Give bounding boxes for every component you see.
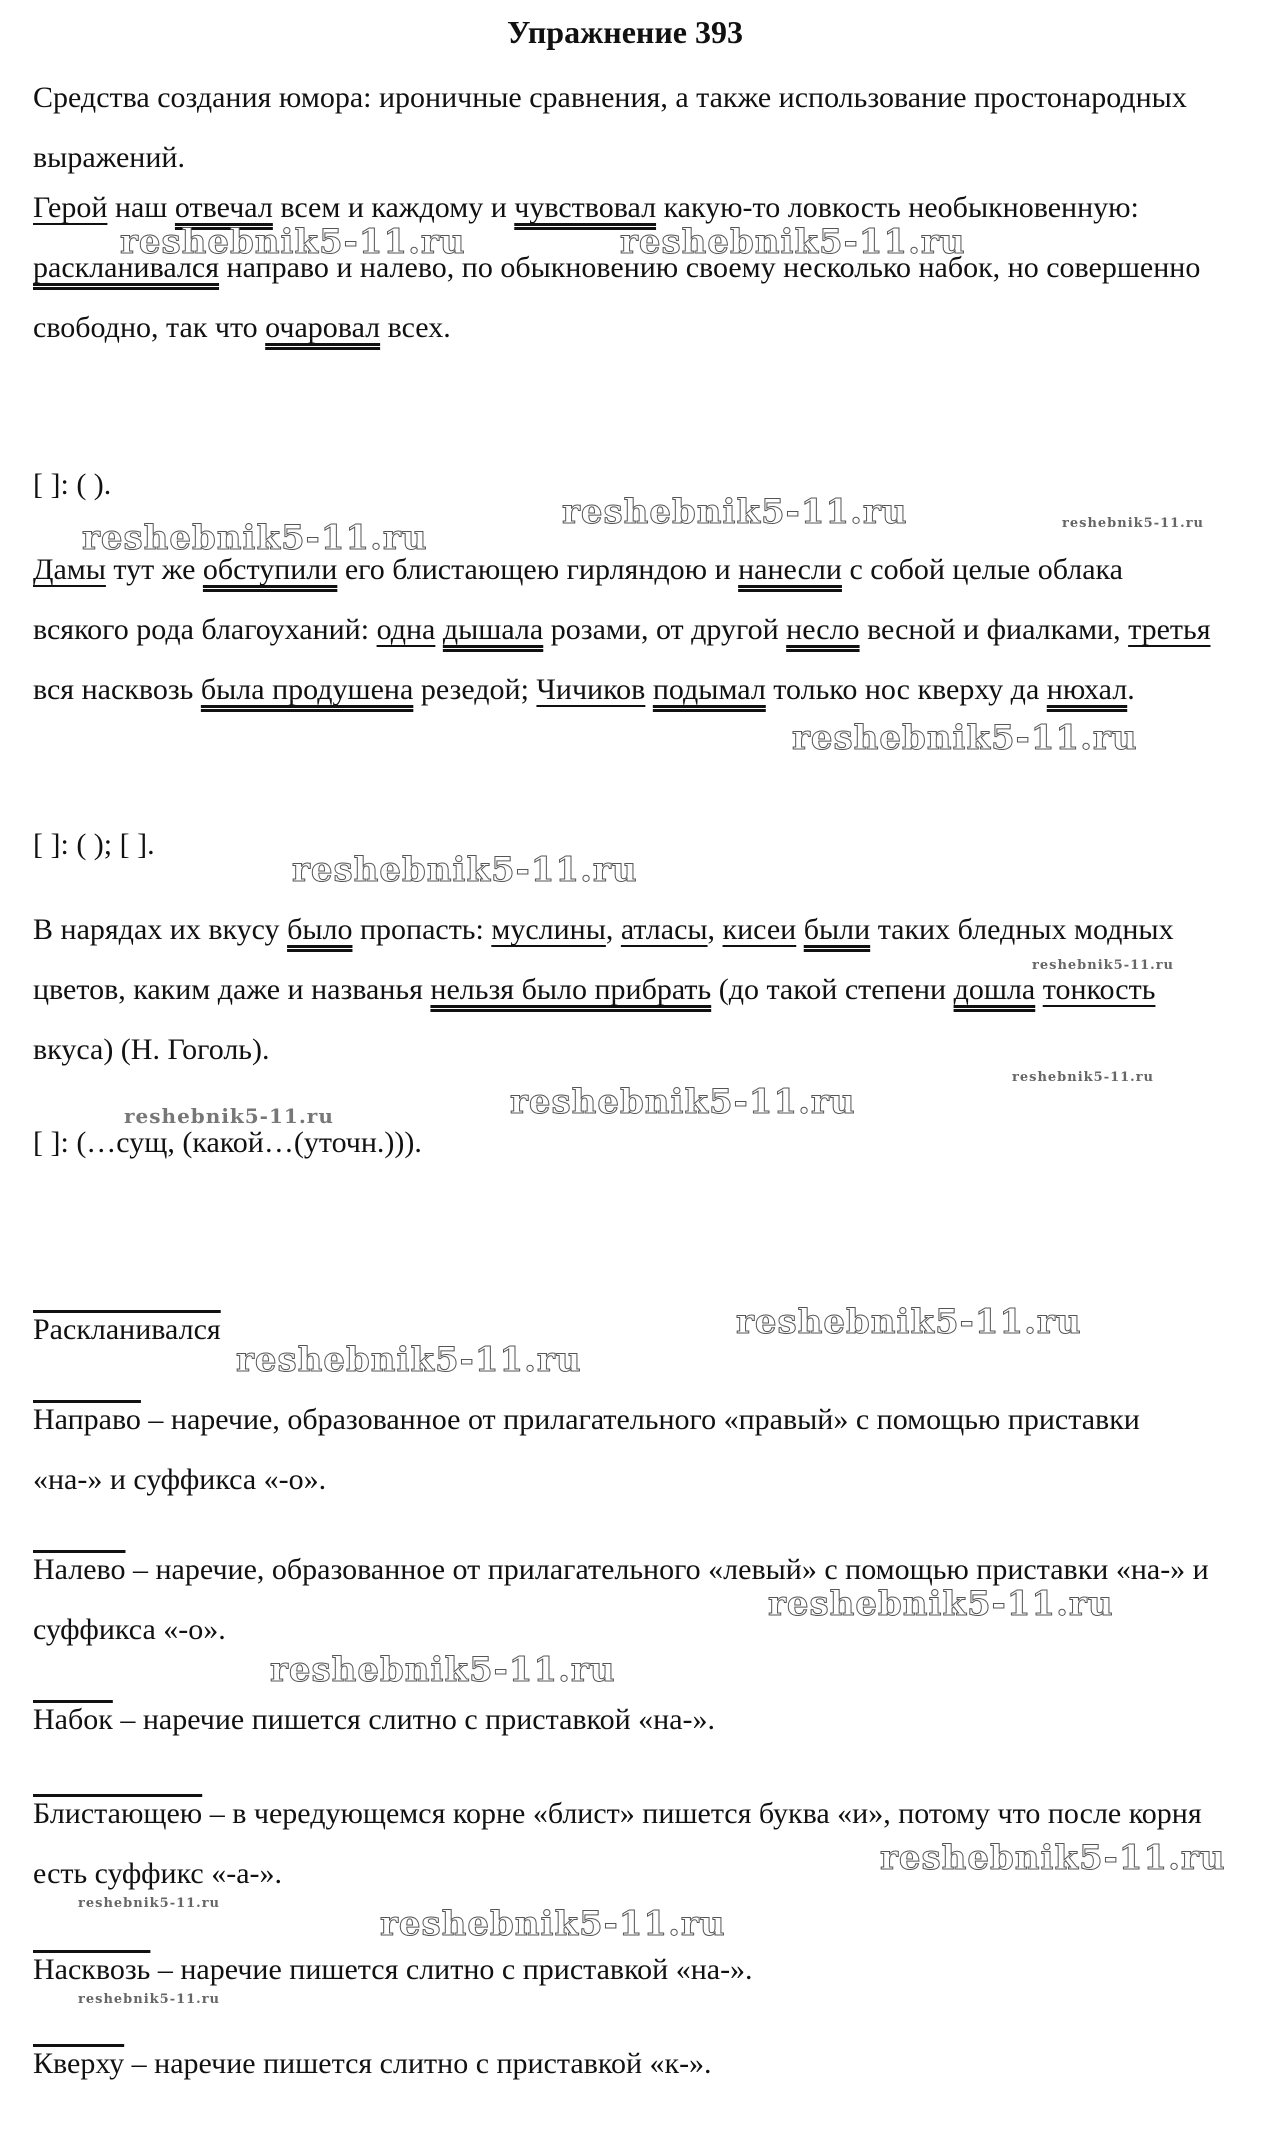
predicate: раскланивался — [33, 251, 220, 284]
watermark: reshebnik5-11.ru — [562, 492, 908, 532]
predicate: очаровал — [265, 311, 381, 344]
morph-nabok: Набок – наречие пишется слитно с приставкой «на-». — [33, 1703, 716, 1736]
predicate: отвечал — [174, 191, 273, 224]
watermark: reshebnik5-11.ru — [510, 1082, 856, 1122]
watermark: reshebnik5-11.ru — [78, 1896, 221, 1911]
sentence-2: Дамы тут же обступили его блистающею гирляндою и нанесли с собой целые облака всякого рода благоуханий: одна дышала розами, от другой несло весной и фиалками, третья вся насквозь была продушена резедой; Чичиков подымал только нос кверху да нюхал. — [33, 553, 1211, 706]
watermark: reshebnik5-11.ru — [880, 1838, 1226, 1878]
morph-kverhu: Кверху – наречие пишется слитно с приставкой «к-». — [33, 2047, 712, 2080]
watermark: reshebnik5-11.ru — [1012, 1070, 1155, 1085]
watermark: reshebnik5-11.ru — [768, 1584, 1114, 1624]
morph-napravo: Направо – наречие, образованное от прилагательного «правый» с помощью приставки «на-» и суффикса «-о». — [33, 1403, 1140, 1496]
morph-blistayushcheyu: Блистающею – в чередующемся корне «блист» пишется буква «и», потому что после корня есть суффикс «-а-». — [33, 1797, 1202, 1890]
watermark: reshebnik5-11.ru — [120, 222, 466, 262]
watermark: reshebnik5-11.ru — [1032, 958, 1175, 973]
watermark: reshebnik5-11.ru — [380, 1904, 726, 1944]
scheme-2: [ ]: ( ); [ ]. — [33, 828, 155, 861]
watermark: reshebnik5-11.ru — [620, 222, 966, 262]
sentence-3: В нарядах их вкусу было пропасть: муслины, атласы, кисеи были таких бледных модных цветов, каким даже и названья нельзя было прибрать (до такой степени дошла тонкость вкуса) (Н. Гоголь). — [33, 913, 1174, 1066]
watermark: reshebnik5-11.ru — [736, 1302, 1082, 1342]
scheme-3: [ ]: (…сущ, (какой…(уточн.))). — [33, 1126, 422, 1159]
watermark: reshebnik5-11.ru — [1062, 516, 1205, 531]
watermark: reshebnik5-11.ru — [792, 718, 1138, 758]
scheme-1: [ ]: ( ). — [33, 468, 112, 501]
morph-naskvoz: Насквозь – наречие пишется слитно с приставкой «на-». — [33, 1953, 753, 1986]
morph-nalevo: Налево – наречие, образованное от прилагательного «левый» с помощью приставки «на-» и суффикса «-о». — [33, 1553, 1209, 1646]
watermark: reshebnik5-11.ru — [124, 1104, 334, 1128]
morph-word: Раскланивался — [33, 1313, 221, 1346]
watermark: reshebnik5-11.ru — [82, 518, 428, 558]
exercise-title: Упражнение 393 — [506, 14, 743, 50]
subject: Герой — [33, 191, 108, 224]
sentence-1: Герой наш отвечал всем и каждому и чувствовал какую-то ловкость необыкновенную: раскланивался направо и налево, по обыкновению своему несколько набок, но совершенно свободно, так что очаровал всех. — [33, 191, 1201, 344]
predicate: чувствовал — [514, 191, 657, 224]
watermark: reshebnik5-11.ru — [236, 1340, 582, 1380]
watermark: reshebnik5-11.ru — [292, 850, 638, 890]
intro-paragraph: Средства создания юмора: ироничные сравнения, а также использование простонародных выражений. — [33, 81, 1187, 174]
watermark: reshebnik5-11.ru — [78, 1992, 221, 2007]
watermark: reshebnik5-11.ru — [270, 1650, 616, 1690]
